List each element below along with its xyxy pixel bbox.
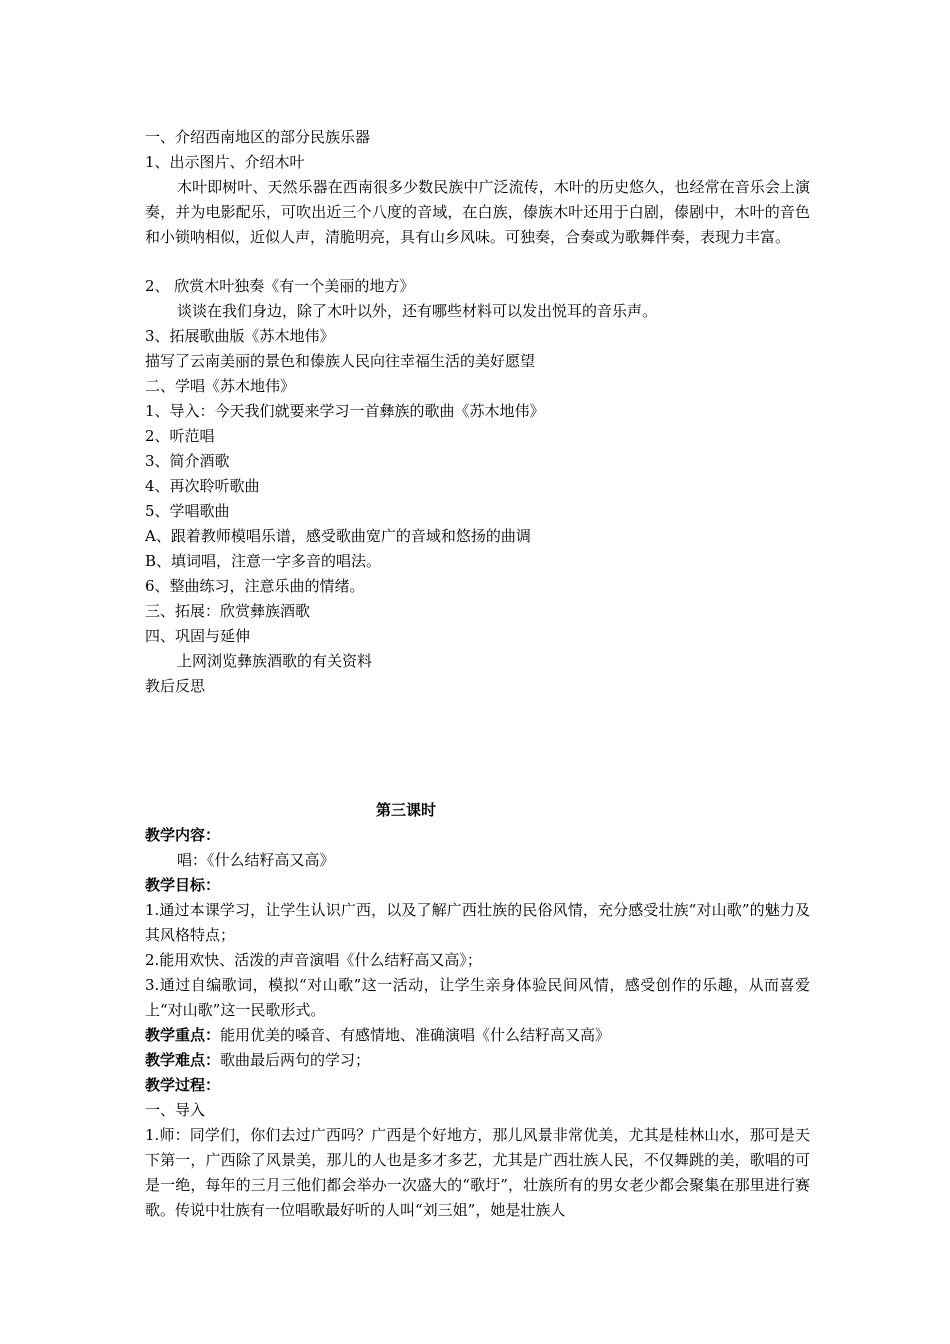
process-label: 教学过程： [145, 1076, 221, 1094]
key-points-row [145, 1025, 610, 1045]
list-item: 2、听范唱 [145, 427, 215, 445]
key-points-label: 教学重点： [145, 1026, 221, 1044]
reflection-label: 教后反思 [145, 677, 206, 695]
list-item: 3、简介酒歌 [145, 452, 230, 470]
section-heading-learn-song: 二、学唱《苏木地伟》 [145, 377, 296, 395]
paragraph-muye-intro: 木叶即树叶、天然乐器在西南很多少数民族中广泛流传，木叶的历史悠久，也经常在音乐会上演奏，并为电影配乐，可吹出近三个八度的音域，在白族，傣族木叶还用于白剧，傣剧中，木叶的音色和小锁呐相似，近似人声，清脆明亮，具有山乡风味。可独奏，合奏或为歌舞伴奏，表现力丰富。 [145, 178, 810, 246]
difficulty-row [145, 1050, 370, 1070]
content-label: 教学内容： [145, 826, 221, 844]
goal-3: 3.通过自编歌词，模拟“对山歌”这一活动，让学生亲身体验民间风情，感受创作的乐趣，从而喜爱上“对山歌”这一民歌形式。 [145, 976, 810, 1019]
section-heading-extension: 三、拓展：欣赏彝族酒歌 [145, 602, 311, 620]
list-item: 6、整曲练习，注意乐曲的情绪。 [145, 577, 365, 595]
intro-paragraph: 1.师：同学们，你们去过广西吗？广西是个好地方，那儿风景非常优美，尤其是桂林山水，那可是天下第一，广西除了风景美，那儿的人也是多才多艺，尤其是广西壮族人民，不仅舞跳的美，歌唱的可是一绝，每年的三月三他们都会举办一次盛大的“歌圩”，壮族所有的男女老少都会聚集在那里进行赛歌。传说中壮族有一位唱歌最好听的人叫“刘三姐”，她是壮族人 [145, 1126, 810, 1219]
section-heading-consolidate: 四、巩固与延伸 [145, 627, 251, 645]
goals-label: 教学目标： [145, 876, 221, 894]
list-item: A、跟着教师模唱乐谱，感受歌曲宽广的音域和悠扬的曲调 [145, 527, 531, 545]
list-item: 5、学唱歌曲 [145, 502, 230, 520]
list-item: 4、再次聆听歌曲 [145, 477, 260, 495]
list-item: B、填词唱，注意一字多音的唱法。 [145, 552, 382, 570]
difficulty-label: 教学难点： [145, 1051, 221, 1069]
intro-heading: 一、导入 [145, 1101, 206, 1119]
paragraph-discussion: 谈谈在我们身边，除了木叶以外，还有哪些材料可以发出悦耳的音乐声。 [177, 302, 658, 320]
difficulty-text: 歌曲最后两句的学习； [220, 1051, 371, 1069]
step-extend-song: 3、拓展歌曲版《苏木地伟》 [145, 327, 335, 345]
goal-1: 1.通过本课学习，让学生认识广西，以及了解广西壮族的民俗风情，充分感受壮族“对山歌”的魅力及其风格特点； [145, 901, 810, 944]
list-item: 1、导入：今天我们就要来学习一首彝族的歌曲《苏木地伟》 [145, 402, 545, 420]
goal-2: 2.能用欢快、活泼的声音演唱《什么结籽高又高》； [145, 951, 482, 969]
step-appreciate-solo: 2、 欣赏木叶独奏《有一个美丽的地方》 [145, 277, 415, 295]
content-text: 唱：《什么结籽高又高》 [177, 851, 335, 869]
section-heading-instruments: 一、介绍西南地区的部分民族乐器 [145, 128, 371, 146]
step-show-pictures: 1、出示图片、介绍木叶 [145, 153, 305, 171]
lesson-title: 第三课时 [375, 801, 436, 819]
key-points-text: 能用优美的嗓音、有感情地、准确演唱《什么结籽高又高》 [220, 1026, 611, 1044]
paragraph-browse: 上网浏览彝族酒歌的有关资料 [177, 652, 373, 670]
paragraph-song-description: 描写了云南美丽的景色和傣族人民向往幸福生活的美好愿望 [145, 352, 536, 370]
